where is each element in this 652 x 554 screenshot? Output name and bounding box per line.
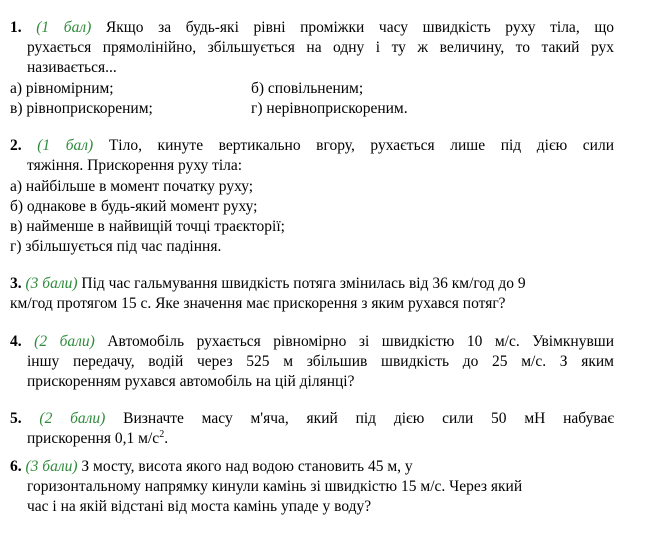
question-text: км/год протягом 15 с. Яке значення має прискорення з яким рухався потяг? bbox=[10, 295, 506, 312]
question-text: Автомобіль рухається рівномірно зі швидкістю 10 м/с. Увімкнувши bbox=[107, 333, 615, 350]
question-text: іншу передачу, водій через 525 м збільшив швидкість до 25 м/с. З яким bbox=[27, 353, 614, 370]
question-number: 2. bbox=[10, 137, 22, 154]
question-4-line-2 bbox=[27, 352, 614, 372]
points-label: (1 бал) bbox=[37, 137, 94, 154]
question-3-line-2 bbox=[10, 294, 506, 314]
superscript: 2 bbox=[159, 428, 165, 440]
question-6-line-2 bbox=[27, 477, 522, 497]
question-number: 4. bbox=[10, 333, 22, 350]
question-text: називається... bbox=[27, 59, 117, 76]
question-6-line-1 bbox=[10, 457, 413, 477]
question-text: час і на якій відстані від моста камінь упаде у воду? bbox=[27, 498, 372, 515]
question-6-line-3 bbox=[27, 497, 371, 517]
points-label: (2 бали) bbox=[39, 410, 106, 427]
question-3-line-1 bbox=[10, 274, 526, 294]
question-number: 1. bbox=[10, 19, 22, 36]
question-4-line-1 bbox=[10, 332, 614, 352]
question-text-end: . bbox=[164, 430, 169, 447]
option-d: г) нерівноприскореним. bbox=[251, 100, 408, 117]
question-2-line-2 bbox=[27, 156, 242, 176]
question-1-line-1 bbox=[10, 18, 614, 38]
question-text: Якщо за будь-які рівні проміжки часу швидкість руху тіла, що bbox=[105, 19, 615, 36]
question-number: 6. bbox=[10, 458, 22, 475]
question-text: Тіло, кинуте вертикально вгору, рухається лише під дією сили bbox=[108, 137, 615, 154]
question-1-line-2 bbox=[27, 38, 614, 58]
question-text: З мосту, висота якого над водою становить 45 м, у bbox=[81, 458, 413, 475]
points-label: (3 бали) bbox=[25, 275, 78, 292]
question-1-line-3 bbox=[27, 58, 117, 78]
option-b: б) однакове в будь-який момент руху; bbox=[10, 198, 258, 215]
question-text: прискоренням рухався автомобіль на цій ділянці? bbox=[27, 373, 355, 390]
question-5-line-1 bbox=[10, 409, 614, 429]
question-number: 3. bbox=[10, 275, 22, 292]
question-text: прискорення 0,1 м/с bbox=[27, 430, 160, 447]
points-label: (3 бали) bbox=[25, 458, 78, 475]
question-text: Під час гальмування швидкість потяга змінилась від 36 км/год до 9 bbox=[81, 275, 526, 292]
option-c: в) найменше в найвищій точці траєкторії; bbox=[10, 218, 285, 235]
question-5-line-2 bbox=[27, 429, 168, 449]
points-label: (1 бал) bbox=[36, 19, 92, 36]
option-a: а) рівномірним; bbox=[10, 80, 114, 97]
question-text: Визначте масу м'яча, який під дією сили 50 мН набуває bbox=[123, 410, 615, 427]
question-text: тяжіння. Прискорення руху тіла: bbox=[27, 157, 243, 174]
option-b: б) сповільненим; bbox=[251, 80, 364, 97]
question-number: 5. bbox=[10, 410, 22, 427]
question-2-line-1 bbox=[10, 136, 614, 156]
option-c: в) рівноприскореним; bbox=[10, 100, 153, 117]
points-label: (2 бали) bbox=[34, 333, 95, 350]
question-text: рухається прямолінійно, збільшується на одну і ту ж величину, то такий рух bbox=[27, 39, 614, 56]
option-d: г) збільшується під час падіння. bbox=[10, 238, 222, 255]
option-a: а) найбільше в момент початку руху; bbox=[10, 178, 254, 195]
question-4-line-3 bbox=[27, 372, 355, 392]
question-text: горизонтальному напрямку кинули камінь зі швидкістю 15 м/с. Через який bbox=[27, 478, 523, 495]
